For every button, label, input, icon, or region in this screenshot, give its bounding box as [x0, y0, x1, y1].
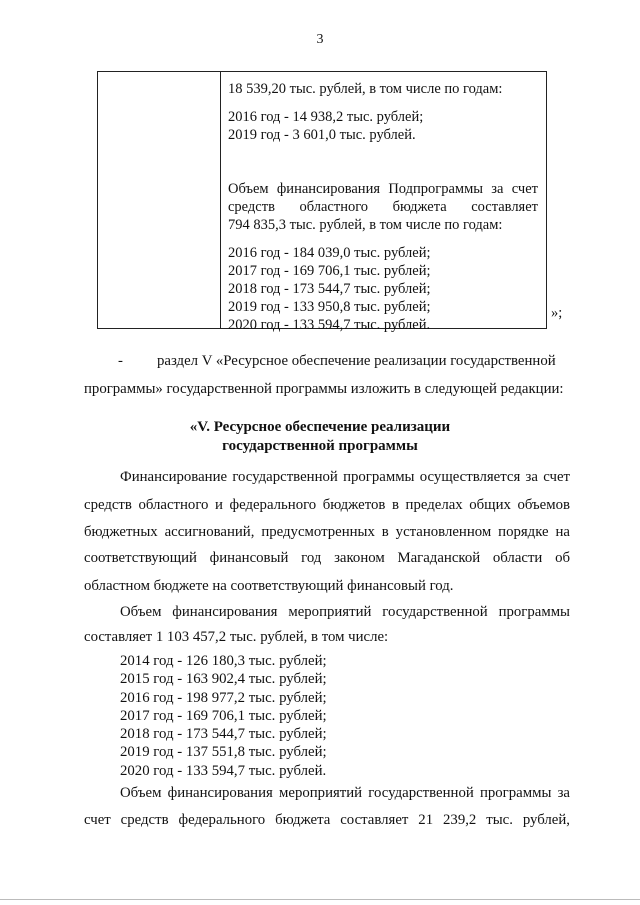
table-line: 2016 год - 184 039,0 тыс. рублей;: [228, 245, 431, 261]
list-item: 2017 год - 169 706,1 тыс. рублей;: [120, 707, 327, 724]
table-line: 2019 год - 3 601,0 тыс. рублей.: [228, 127, 416, 143]
list-item: 2014 год - 126 180,3 тыс. рублей;: [120, 653, 327, 669]
section-heading: государственной программы: [222, 438, 418, 454]
resource-table: [97, 71, 547, 333]
table-line: средств областного бюджета составляет: [228, 199, 538, 215]
table-line: 2020 год - 133 594,7 тыс. рублей.: [228, 317, 431, 333]
table-line: Объем финансирования Подпрограммы за счет: [228, 181, 538, 197]
table-line: 2019 год - 133 950,8 тыс. рублей;: [228, 299, 431, 315]
table-cell-financing: [228, 80, 538, 334]
paragraph-line: Объем финансирования мероприятий государственной программы за: [120, 785, 570, 801]
table-line: 18 539,20 тыс. рублей, в том числе по годам:: [228, 81, 503, 97]
list-item: 2016 год - 198 977,2 тыс. рублей;: [120, 689, 327, 706]
paragraph-line: средств областного и федерального бюджетов в пределах общих объемов: [84, 497, 570, 513]
table-column-divider: [220, 72, 221, 328]
table-line: 2018 год - 173 544,7 тыс. рублей;: [228, 281, 431, 297]
page-number: 3: [316, 32, 324, 47]
list-item: 2019 год - 137 551,8 тыс. рублей;: [120, 744, 327, 761]
table-line: 794 835,3 тыс. рублей, в том числе по годам:: [228, 217, 503, 233]
table-line: 2017 год - 169 706,1 тыс. рублей;: [228, 263, 431, 279]
paragraph-line: составляет 1 103 457,2 тыс. рублей, в том числе:: [84, 629, 389, 645]
section-heading: «V. Ресурсное обеспечение реализации: [189, 419, 451, 435]
paragraph-line: Финансирование государственной программы осуществляется за счет: [120, 469, 570, 485]
paragraph-line: областном бюджете на соответствующий финансовый год.: [84, 578, 454, 594]
table-line: 2016 год - 14 938,2 тыс. рублей;: [228, 109, 424, 125]
list-item: 2015 год - 163 902,4 тыс. рублей;: [120, 671, 327, 688]
instruction-line: программы» государственной программы изложить в следующей редакции:: [84, 381, 564, 397]
paragraph-line: бюджетных ассигнований, предусмотренных в установленном порядке на: [84, 524, 570, 540]
list-item: 2020 год - 133 594,7 тыс. рублей.: [120, 762, 327, 779]
years-list: [120, 652, 327, 780]
instruction-line: раздел V «Ресурсное обеспечение реализации государственной: [157, 353, 556, 369]
closing-quote: »;: [551, 305, 563, 321]
paragraph-line: счет средств федерального бюджета составляет 21 239,2 тыс. рублей,: [84, 812, 570, 828]
list-item: 2018 год - 173 544,7 тыс. рублей;: [120, 726, 327, 743]
list-dash: -: [118, 353, 123, 369]
paragraph-line: соответствующий финансовый год законом Магаданской области об: [84, 550, 570, 566]
paragraph-line: Объем финансирования мероприятий государственной программы: [120, 604, 570, 620]
page-edge-divider: [0, 899, 640, 900]
